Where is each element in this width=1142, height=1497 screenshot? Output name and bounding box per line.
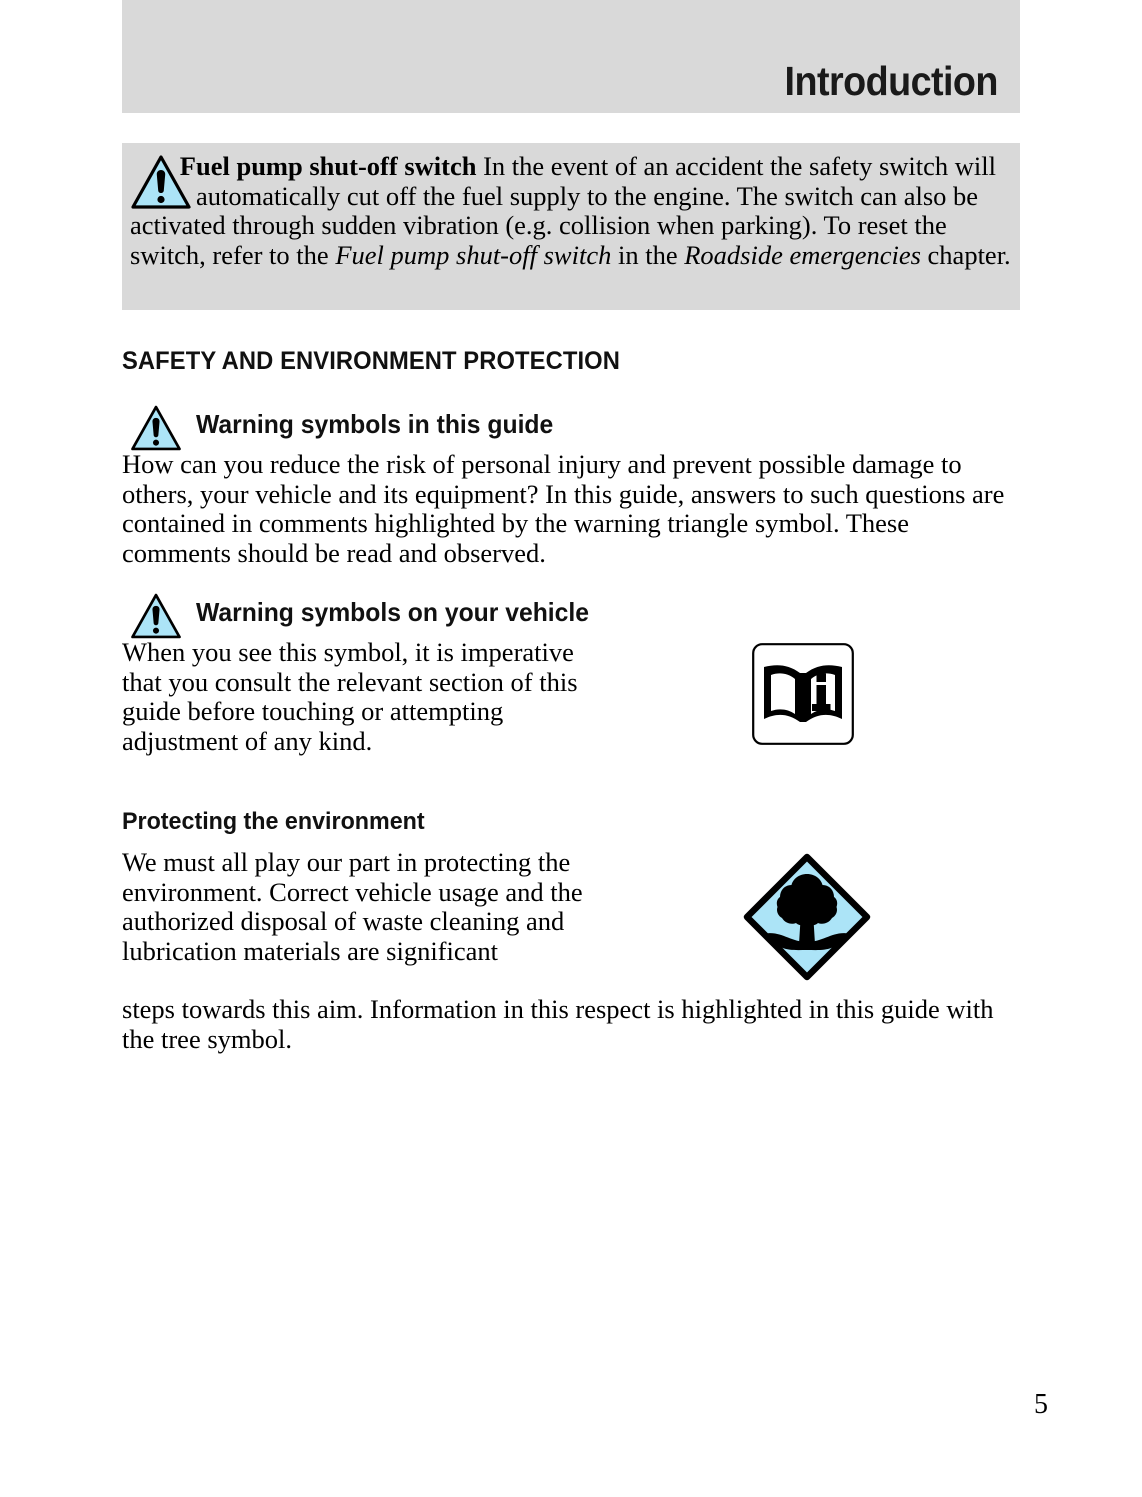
warning-triangle-icon	[130, 592, 182, 640]
warning-callout-box	[122, 143, 1020, 310]
warning-callout-text	[130, 152, 1012, 270]
paragraph-warning-symbols-in-this-guide: How can you reduce the risk of personal injury and prevent possible damage to others, your vehicle and its equipment? In this guide, answers to such questions are contained in comments highlighted by the warning triangle symbol. These comments should be read and observed.	[122, 449, 1005, 568]
page-number: 5	[1034, 1389, 1048, 1420]
callout-body-part-1: In the event of an accident the safety switch will automatically cut off the fuel supply to the engine. The switch can also be activated through sudden vibration (e.g. collision when parking). To reset the switch, refer to the	[130, 151, 996, 270]
paragraph-warning-symbols-on-your-vehicle: When you see this symbol, it is imperative that you consult the relevant section of this guide before touching or attempting adjustment of any kind.	[122, 637, 578, 756]
callout-lead-label: Fuel pump shut-off switch	[179, 151, 477, 181]
subsection-title-protecting-the-environment: Protecting the environment	[122, 808, 425, 835]
paragraph-protecting-the-environment-continued: steps towards this aim. Information in this respect is highlighted in this guide with the tree symbol.	[122, 994, 994, 1054]
open-book-info-icon	[752, 643, 854, 745]
subsection-heading-warning-symbols-in-this-guide	[130, 404, 572, 452]
subsection-title: Warning symbols in this guide	[196, 409, 554, 439]
subsection-title: Warning symbols on your vehicle	[196, 597, 590, 627]
subsection-heading-warning-symbols-on-your-vehicle	[130, 592, 610, 640]
callout-italic-reference-1: Fuel pump shut-off switch	[335, 239, 612, 270]
page-header-band	[122, 0, 1020, 113]
callout-italic-reference-2: Roadside emergencies	[684, 239, 921, 270]
paragraph-protecting-the-environment: We must all play our part in protecting the environment. Correct vehicle usage and the authorized disposal of waste cleaning and lubrication materials are significant	[122, 847, 583, 966]
section-heading: SAFETY AND ENVIRONMENT PROTECTION	[122, 347, 620, 375]
callout-body-part-2: in the	[611, 239, 685, 270]
warning-triangle-icon	[130, 404, 182, 452]
page-title: Introduction	[784, 58, 998, 104]
callout-body-part-3: chapter.	[920, 239, 1011, 270]
tree-diamond-icon	[742, 852, 872, 982]
